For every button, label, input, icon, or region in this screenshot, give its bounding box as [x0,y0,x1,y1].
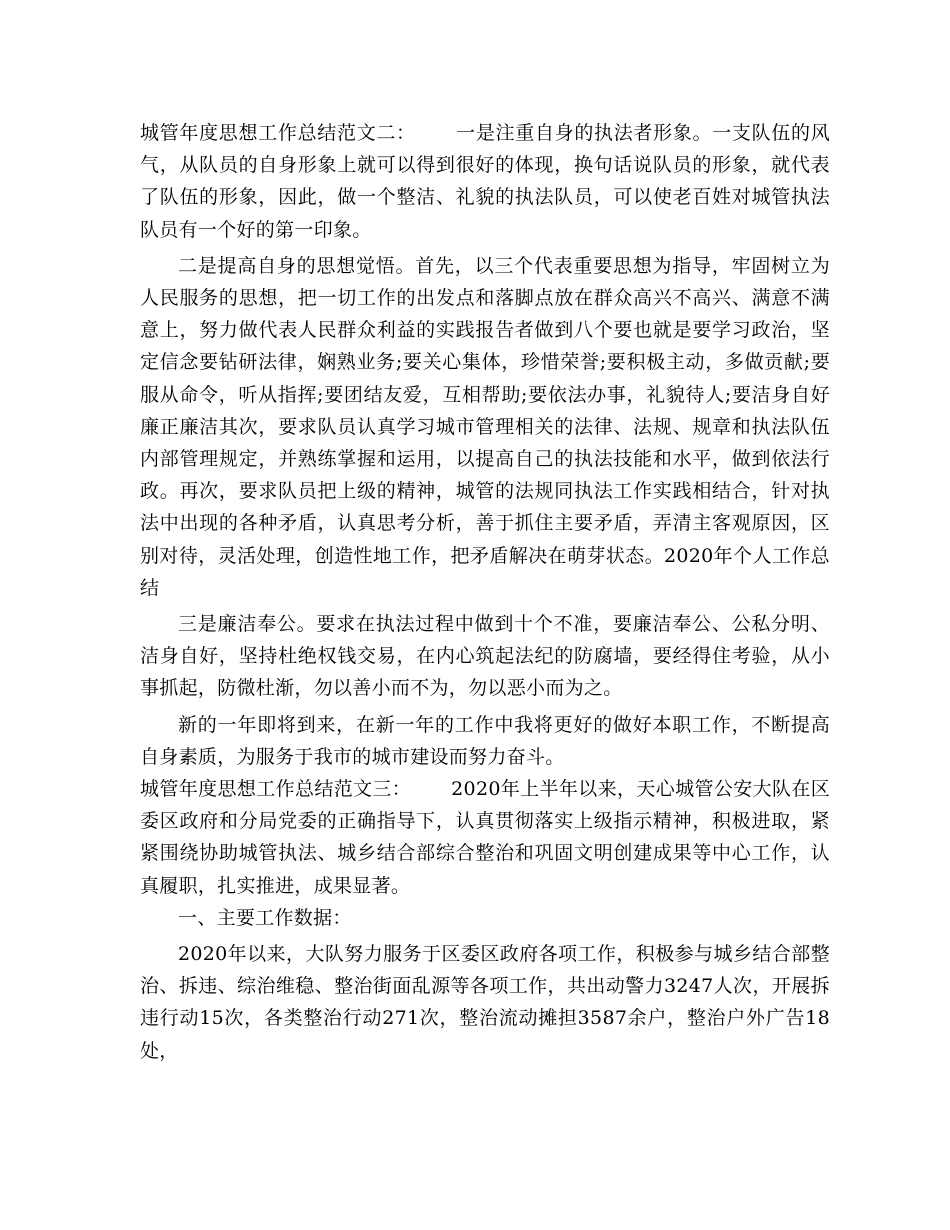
section3-title: 城管年度思想工作总结范文三： [140,778,412,801]
document-body [140,117,830,1071]
section2-paragraph-2: 二是提高自身的思想觉悟。首先，以三个代表重要思想为指导，牢固树立为人民服务的思想，把一切工作的出发点和落脚点放在群众高兴不高兴、满意不满意上，努力做代表人民群众利益的实践报告者做到八个要也就是要学习政治，坚定信念要钻研法律，娴熟业务;要关心集体，珍惜荣誉;要积极主动，多做贡献;要服从命令，听从指挥;要团结友爱，互相帮助;要依法办事，礼貌待人;要洁身自好廉正廉洁其次，要求队员认真学习城市管理相关的法律、法规、规章和执法队伍内部管理规定，并熟练掌握和运用，以提高自己的执法技能和水平，做到依法行政。再次，要求队员把上级的精神，城管的法规同执法工作实践相结合，针对执法中出现的各种矛盾，认真思考分析，善于抓住主要矛盾，弄清主客观原因，区别对待，灵活处理，创造性地工作，把矛盾解决在萌芽状态。2020年个人工作总结 [140,254,830,599]
section2-title: 城管年度思想工作总结范文二： [140,122,416,144]
paragraph-section2-intro [140,117,830,246]
section3-heading-1: 一、主要工作数据： [178,906,352,929]
section3-paragraph-2: 2020年以来，大队努力服务于区委区政府各项工作，积极参与城乡结合部整治、拆违、综治维稳、整治街面乱源等各项工作，共出动警力3247人次，开展拆违行动15次，各类整治行动271次，整治流动摊担3587余户，整治户外广告18处， [140,943,830,1062]
section3-paragraph-1: 2020年上半年以来，天心城管公安大队在区委区政府和分局党委的正确指导下，认真贯彻落实上级指示精神，积极进取，紧紧围绕协助城管执法、城乡结合部综合整治和巩固文明创建成果等中心工作，认真履职，扎实推进，成果显著。 [140,778,831,897]
paragraph-section3-intro [140,773,830,902]
section2-paragraph-1: 一是注重自身的执法者形象。一支队伍的风气，从队员的自身形象上就可以得到很好的体现，换句话说队员的形象，就代表了队伍的形象，因此，做一个整洁、礼貌的执法队员，可以使老百姓对城管执法队员有一个好的第一印象。 [140,122,831,241]
section2-paragraph-3: 三是廉洁奉公。要求在执法过程中做到十个不准，要廉洁奉公、公私分明、洁身自好，坚持杜绝权钱交易，在内心筑起法纪的防腐墙，要经得住考验，从小事抓起，防微杜渐，勿以善小而不为，勿以恶小而为之。 [140,613,830,700]
section2-paragraph-4: 新的一年即将到来，在新一年的工作中我将更好的做好本职工作，不断提高自身素质，为服务于我市的城市建设而努力奋斗。 [140,713,830,768]
